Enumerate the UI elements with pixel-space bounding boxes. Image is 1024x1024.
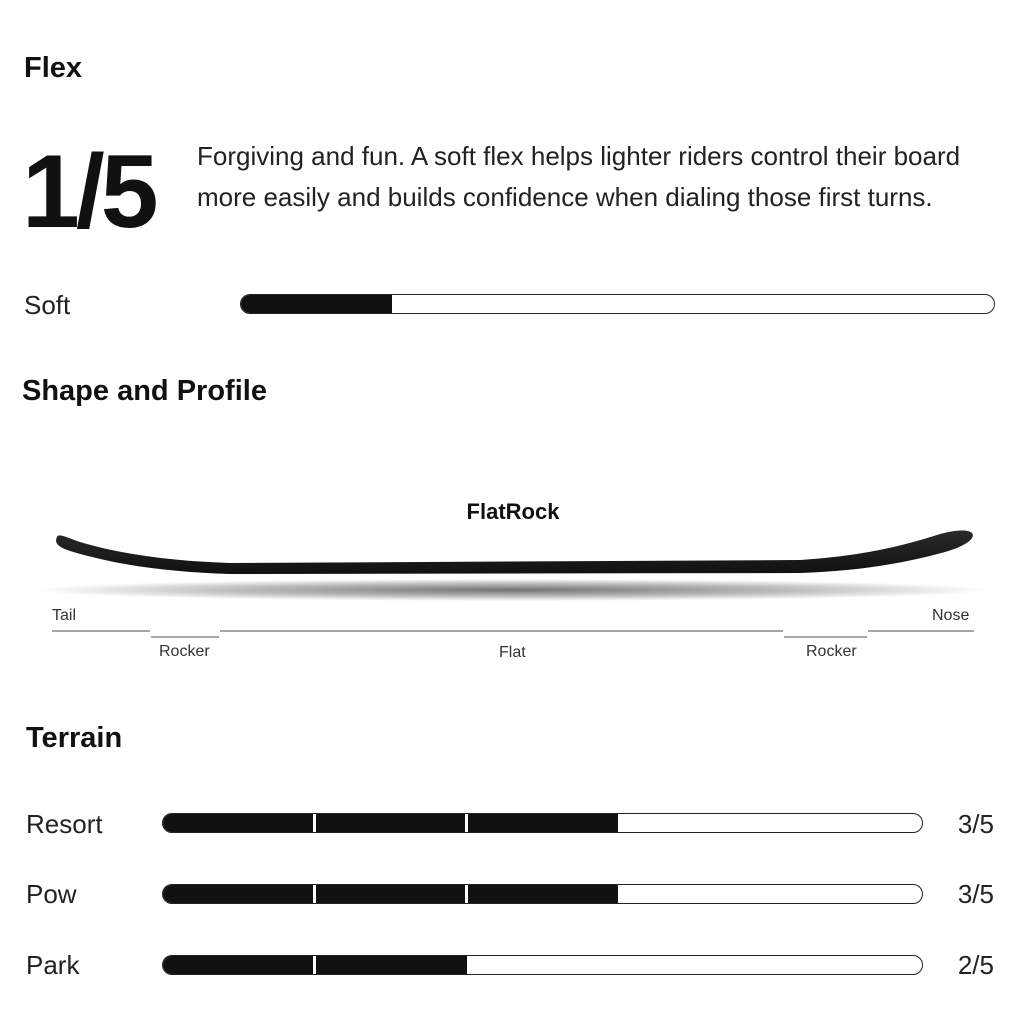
terrain-rating-bar xyxy=(162,884,923,904)
rocker-left-label: Rocker xyxy=(159,643,210,660)
terrain-label: Resort xyxy=(26,809,103,839)
shape-section-title: Shape and Profile xyxy=(22,375,267,407)
terrain-rating-value: 3/5 xyxy=(957,809,994,839)
terrain-rating-fill xyxy=(163,814,618,832)
terrain-section-title: Terrain xyxy=(26,722,123,754)
flex-rating-bar xyxy=(240,294,995,314)
terrain-segment-divider xyxy=(465,814,468,832)
terrain-label: Pow xyxy=(26,879,77,909)
snowboard-shape xyxy=(56,530,973,574)
board-shadow xyxy=(32,579,992,601)
terrain-label: Park xyxy=(26,950,80,980)
rocker-right-label: Rocker xyxy=(806,643,857,660)
terrain-rating-bar xyxy=(162,955,923,975)
profile-name: FlatRock xyxy=(466,499,560,524)
flex-scale-label: Soft xyxy=(24,290,71,320)
terrain-rating-fill xyxy=(163,885,618,903)
nose-label: Nose xyxy=(932,607,970,624)
flex-description: Forgiving and fun. A soft flex helps lighter riders control their board more easily and builds confidence when dialing those first turns. xyxy=(197,141,961,212)
flex-section-title: Flex xyxy=(24,52,83,84)
tail-label: Tail xyxy=(52,607,77,624)
terrain-segment-divider xyxy=(313,885,316,903)
terrain-rating-value: 2/5 xyxy=(957,950,994,980)
flex-rating-fill xyxy=(241,295,392,313)
terrain-segment-divider xyxy=(313,956,316,974)
flat-label: Flat xyxy=(499,644,526,661)
terrain-rating-bar xyxy=(162,813,923,833)
terrain-segment-divider xyxy=(313,814,316,832)
terrain-segment-divider xyxy=(465,885,468,903)
terrain-rating-value: 3/5 xyxy=(957,879,994,909)
flex-score: 1/5 xyxy=(22,134,155,250)
board-profile-diagram xyxy=(0,480,1024,670)
